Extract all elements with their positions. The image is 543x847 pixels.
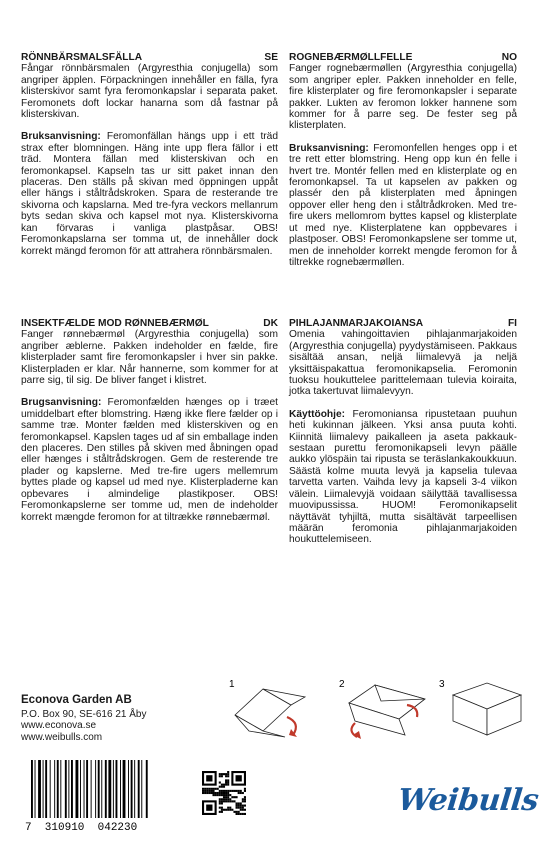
section-dk-title: INSEKTFÆLDE MOD RØNNEBÆRMØL [21, 318, 209, 329]
barcode-number: 7 310910 042230 [25, 822, 138, 832]
company-name: Econova Garden AB [21, 694, 132, 706]
section-dk-heading [21, 318, 278, 329]
company-info [21, 695, 146, 743]
section-dk-code: DK [263, 318, 278, 329]
company-web-econova: www.econova.se [21, 720, 97, 731]
section-se-code: SE [264, 52, 278, 63]
section-se-instructions [21, 131, 278, 256]
qr-code [202, 771, 246, 815]
section-fi-body: Feromonians​a ripustetaan puuhun heti kukinnan jälkeen. Yksi ansa puuta kohti. Kiinnitä liimalevy paikalleen ja aseta pakkauksestaan purettu feromonikapseli levyn päälle aukko ylöspäin tai ripusta se teräslankakoukkuun. Säästä kolme muuta levyä ja kapselia tulevaa tarvetta varten. Vaihda levy ja kapseli 3-4 viikon välein. Liimalevyjä voidaan säilyttää tavallisessa muovipussissa. HUOM! Feromonikapselit näyttävät tyhjiltä, mutta sisältävät tarpeellisen määrän feromonia pihlajanmarjakoiden houkuttelemiseen. [289, 408, 517, 546]
section-dk [21, 318, 278, 523]
section-no-lead: Bruksanvisning: [289, 142, 369, 154]
section-fi-lead: Käyttöohje: [289, 408, 346, 420]
weibulls-logo: Weibulls [396, 783, 541, 818]
section-fi-title: PIHLAJANMARJAKOIANSA [289, 318, 424, 329]
barcode [23, 760, 162, 832]
step-2-number: 2 [339, 679, 345, 690]
section-fi-heading [289, 318, 517, 329]
section-dk-lead: Brugsanvisning: [21, 397, 102, 409]
section-no-intro: Fanger rognebærmøllen (Argyresthia conjugella) som angriper epler. Pakken inneholder en felle, fire klisterplater og fire feromonkapsler i separate pakker. Lukten av feromon lokker hannene som kommer for å parre seg. De fester seg på klisterplaten. [289, 63, 517, 132]
section-dk-body: Feromonfælden hænges op i træet umiddelbart efter blomstring. Hæng ikke flere fælder op i samme træ. Monter fælden med klisterskiven og en feromonkapsel. Kapslen tages ud af sin emballage inden den placeres. Den stilles på skiven med åbningen opad eller hænges i ståltrådskrogen. Gem de resterende tre plader og kapslerne. Med tre-fire ugers mellemrum byttes plade og kapsel ud med nye. Klisterpladerne kan opbevares i almindelige plastikposer. OBS! Feromonkapslerne ser tomme ud, men de indeholder korrekt mængde feromon for at tiltrække rønnebærmøl. [21, 397, 278, 523]
step-1-trap-illustration [235, 689, 305, 737]
company-web-weibulls: www.weibulls.com [21, 731, 103, 743]
step-3-number: 3 [439, 679, 445, 690]
section-se-lead: Bruksanvisning: [21, 131, 101, 143]
section-fi [289, 318, 517, 546]
assembly-diagrams [225, 675, 525, 747]
section-no-code: NO [501, 52, 517, 63]
section-no-title: ROGNEBÆRMØLLFELLE [289, 52, 413, 63]
company-address: P.O. Box 90, SE-616 21 Åby [21, 708, 147, 720]
step-2-trap-illustration [349, 685, 425, 739]
section-no-instructions [289, 143, 517, 268]
section-no-heading [289, 52, 517, 63]
barcode-bars [31, 760, 148, 818]
section-dk-intro: Fanger rønnebærmøl (Argyresthia conjugella) som angriber æblerne. Pakken indeholder en fælde, fire klisterplader samt fire feromonkapsler i hver sin pakke. Klisterpladen er klar. Når hannerne, som kommer for at parre sig, til sig. De bliver fanget i klistret. [21, 329, 278, 387]
section-se-heading [21, 52, 278, 63]
section-se-title: RÖNNBÄRSMALSFÄLLA [21, 52, 143, 63]
section-fi-instructions [289, 409, 517, 546]
step-3-trap-illustration [453, 683, 521, 735]
section-se-intro: Fångar rönnbärsmalen (Argyresthia conjugella) som angriper äpplen. Förpackningen innehåller en fälla, fyra klisterskivor samt fyra feromonkapslar i separata paket. Feromonets doft lockar hanarna som då fastnar på klisterskivan. [21, 63, 278, 121]
section-fi-code: FI [507, 318, 517, 329]
section-no [289, 52, 517, 268]
step-1-number: 1 [229, 679, 235, 690]
section-dk-instructions [21, 397, 278, 522]
section-se [21, 52, 278, 257]
section-no-body: Feromonfellen henges opp i et tre rett etter blomstring. Heng opp kun én felle i hvert tre. Montér fellen med en klisterplate og en feromonkapsel. Ta ut kapselen av pakken og plassér den på klisterplaten med åpningen oppover eller heng den i ståltrådkroken. Med tre-fire ukers mellomrom byttes kapsel og klisterplate ut med nye. Klisterplatene kan oppbevares i plastposer. OBS! Feromonkapslene ser tomme ut, men de inneholder korrekt mengde feromon for å tiltrekke rognebærmøllen. [289, 142, 517, 268]
section-se-body: Feromonfällan hängs upp i ett träd strax efter blomningen. Häng inte upp flera fällor i ett träd. Montera fällan med klisterskivan och en feromonkapsel. Kapseln tas ur sitt paket innan den placeras. Den ställs på skivan med öppningen uppåt eller hängs i ståltrådskroken. Spara de resterande tre skivorna och kapslarna. Med tre-fyra veckors mellanrum byts sedan skiva och kapsel mot nya. Klisterskivorna kan förvaras i vanliga plastpåsar. OBS! Feromonkapslarna ser tomma ut, de innehåller dock korrekt mängd feromon för att attrahera rönnbärsmalen. [21, 131, 278, 257]
section-fi-intro: Omenia vahingoittavien pihlajanmarjakoiden (Argyresthia conjugella) pyydystämiseen. Pakkaus sisältää ansan, neljä liimalevyä ja neljä yksittäispakattua feromonikapselia. Feromonin tuoksu houkuttelee parittelemaan tulevia koiraita, jotka takertuvat liimalevyyn. [289, 329, 517, 398]
